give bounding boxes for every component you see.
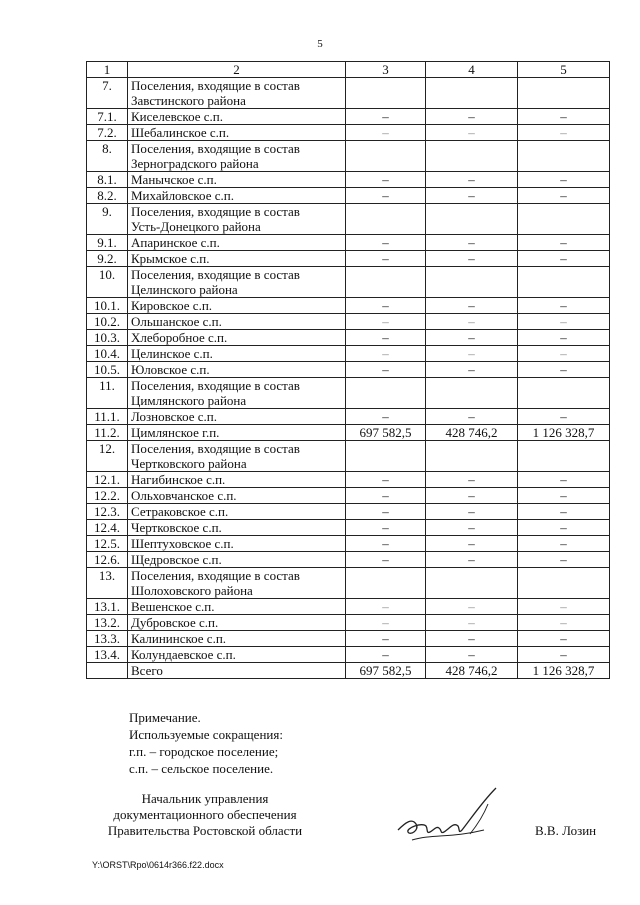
value-cell-c4: – <box>426 125 518 141</box>
value-cell-c3: 697 582,5 <box>346 425 426 441</box>
row-number-cell: 7. <box>87 78 128 109</box>
row-name-line: Поселения, входящие в состав <box>131 267 300 282</box>
table-row <box>87 330 610 346</box>
value-cell-c4: – <box>426 599 518 615</box>
value-cell-c3: – <box>346 235 426 251</box>
table-row <box>87 536 610 552</box>
row-number-cell: 10.4. <box>87 346 128 362</box>
value-cell-c5: – <box>518 552 610 568</box>
value-cell-c4: – <box>426 188 518 204</box>
value-cell-c5 <box>518 141 610 172</box>
value-cell-c3: – <box>346 346 426 362</box>
value-cell-c3: 697 582,5 <box>346 663 426 679</box>
row-number-cell: 12.5. <box>87 536 128 552</box>
value-cell-c3: – <box>346 615 426 631</box>
value-cell-c4: – <box>426 298 518 314</box>
value-cell-c3: – <box>346 504 426 520</box>
row-name-cell: Киселевское с.п. <box>128 109 346 125</box>
table-row <box>87 362 610 378</box>
value-cell-c3: – <box>346 409 426 425</box>
value-cell-c5: – <box>518 536 610 552</box>
row-name-cell <box>128 568 346 599</box>
row-number-cell: 9.1. <box>87 235 128 251</box>
value-cell-c4: – <box>426 488 518 504</box>
value-cell-c4: – <box>426 314 518 330</box>
value-cell-c5: – <box>518 504 610 520</box>
row-name-cell: Колундаевское с.п. <box>128 647 346 663</box>
table-row <box>87 109 610 125</box>
value-cell-c5 <box>518 78 610 109</box>
value-cell-c3: – <box>346 647 426 663</box>
row-name-cell: Ольховчанское с.п. <box>128 488 346 504</box>
value-cell-c5: – <box>518 409 610 425</box>
table-row <box>87 504 610 520</box>
value-cell-c5: – <box>518 647 610 663</box>
row-name-cell <box>128 78 346 109</box>
table-row <box>87 251 610 267</box>
row-number-cell: 13.3. <box>87 631 128 647</box>
row-name-cell <box>128 378 346 409</box>
row-name-cell: Щедровское с.п. <box>128 552 346 568</box>
note-block <box>129 709 283 777</box>
value-cell-c5: – <box>518 172 610 188</box>
row-name-line: Зерноградского района <box>131 156 259 171</box>
row-name-cell: Всего <box>128 663 346 679</box>
value-cell-c5: – <box>518 488 610 504</box>
row-number-cell: 12.3. <box>87 504 128 520</box>
value-cell-c4 <box>426 441 518 472</box>
row-name-line: Целинского района <box>131 282 238 297</box>
value-cell-c4: – <box>426 172 518 188</box>
row-name-cell: Лозновское с.п. <box>128 409 346 425</box>
value-cell-c5: – <box>518 314 610 330</box>
value-cell-c5: – <box>518 109 610 125</box>
value-cell-c3: – <box>346 472 426 488</box>
row-name-cell: Манычское с.п. <box>128 172 346 188</box>
row-name-cell: Кировское с.п. <box>128 298 346 314</box>
row-number-cell <box>87 663 128 679</box>
value-cell-c5 <box>518 568 610 599</box>
row-name-cell: Хлеборобное с.п. <box>128 330 346 346</box>
value-cell-c4: – <box>426 251 518 267</box>
row-name-cell: Вешенское с.п. <box>128 599 346 615</box>
table-row <box>87 520 610 536</box>
row-name-cell: Юловское с.п. <box>128 362 346 378</box>
row-name-line: Поселения, входящие в состав <box>131 78 300 93</box>
row-name-cell: Крымское с.п. <box>128 251 346 267</box>
row-number-cell: 8.2. <box>87 188 128 204</box>
value-cell-c5: – <box>518 298 610 314</box>
signatory-name: В.В. Лозин <box>535 823 597 838</box>
value-cell-c3: – <box>346 125 426 141</box>
value-cell-c3 <box>346 78 426 109</box>
row-name-line: Поселения, входящие в состав <box>131 568 300 583</box>
value-cell-c3: – <box>346 172 426 188</box>
value-cell-c5: – <box>518 631 610 647</box>
row-name-cell <box>128 267 346 298</box>
row-name-cell: Калининское с.п. <box>128 631 346 647</box>
row-name-cell: Целинское с.п. <box>128 346 346 362</box>
table-group-row <box>87 441 610 472</box>
value-cell-c3 <box>346 441 426 472</box>
row-number-cell: 10.2. <box>87 314 128 330</box>
value-cell-c4: – <box>426 504 518 520</box>
value-cell-c4: – <box>426 235 518 251</box>
row-number-cell: 11.2. <box>87 425 128 441</box>
table-group-row <box>87 378 610 409</box>
row-number-cell: 10.1. <box>87 298 128 314</box>
table-row <box>87 488 610 504</box>
value-cell-c5 <box>518 378 610 409</box>
table-group-row <box>87 141 610 172</box>
value-cell-c5: – <box>518 188 610 204</box>
row-name-cell: Нагибинское с.п. <box>128 472 346 488</box>
row-number-cell: 9. <box>87 204 128 235</box>
table-row <box>87 235 610 251</box>
row-name-line: Усть-Донецкого района <box>131 219 261 234</box>
row-number-cell: 10. <box>87 267 128 298</box>
table-row <box>87 631 610 647</box>
row-name-line: Шолоховского района <box>131 583 253 598</box>
header-cell: 2 <box>128 62 346 78</box>
value-cell-c3: – <box>346 552 426 568</box>
table-group-row <box>87 78 610 109</box>
value-cell-c5: – <box>518 520 610 536</box>
value-cell-c5: – <box>518 362 610 378</box>
row-name-line: Цимлянского района <box>131 393 247 408</box>
table-body <box>87 62 610 679</box>
value-cell-c3: – <box>346 298 426 314</box>
value-cell-c4 <box>426 267 518 298</box>
value-cell-c4: – <box>426 552 518 568</box>
header-cell: 4 <box>426 62 518 78</box>
row-name-cell: Шебалинское с.п. <box>128 125 346 141</box>
table-row <box>87 615 610 631</box>
table-header-row <box>87 62 610 78</box>
table-row <box>87 125 610 141</box>
value-cell-c4 <box>426 378 518 409</box>
value-cell-c3 <box>346 204 426 235</box>
row-name-cell: Цимлянское г.п. <box>128 425 346 441</box>
header-cell: 1 <box>87 62 128 78</box>
row-name-line: Завстинского района <box>131 93 246 108</box>
value-cell-c5: 1 126 328,7 <box>518 663 610 679</box>
value-cell-c4: – <box>426 330 518 346</box>
value-cell-c3 <box>346 378 426 409</box>
row-number-cell: 11. <box>87 378 128 409</box>
row-number-cell: 12.4. <box>87 520 128 536</box>
row-number-cell: 8. <box>87 141 128 172</box>
header-cell: 5 <box>518 62 610 78</box>
signatory-title-line: Начальник управления <box>141 791 269 806</box>
row-number-cell: 10.5. <box>87 362 128 378</box>
value-cell-c5 <box>518 441 610 472</box>
note-line: г.п. – городское поселение; <box>129 744 279 759</box>
data-table <box>86 61 610 679</box>
value-cell-c4 <box>426 204 518 235</box>
value-cell-c5: – <box>518 615 610 631</box>
handwritten-signature <box>392 782 510 850</box>
table-group-row <box>87 204 610 235</box>
row-name-cell: Сетраковское с.п. <box>128 504 346 520</box>
value-cell-c5: – <box>518 251 610 267</box>
row-name-cell: Дубровское с.п. <box>128 615 346 631</box>
row-name-cell <box>128 204 346 235</box>
value-cell-c5: – <box>518 346 610 362</box>
value-cell-c5: – <box>518 330 610 346</box>
value-cell-c5: – <box>518 599 610 615</box>
row-name-line: Поселения, входящие в состав <box>131 141 300 156</box>
page-number: 5 <box>317 38 323 50</box>
row-number-cell: 7.2. <box>87 125 128 141</box>
row-number-cell: 12.6. <box>87 552 128 568</box>
file-path-footer: Y:\ORST\Rpo\0614r366.f22.docx <box>92 860 224 870</box>
row-number-cell: 12. <box>87 441 128 472</box>
value-cell-c3: – <box>346 188 426 204</box>
row-number-cell: 9.2. <box>87 251 128 267</box>
table-row <box>87 188 610 204</box>
table-row <box>87 425 610 441</box>
value-cell-c4: – <box>426 109 518 125</box>
table-row <box>87 314 610 330</box>
row-number-cell: 11.1. <box>87 409 128 425</box>
signatory-title-line: документационного обеспечения <box>113 807 297 822</box>
table-group-row <box>87 568 610 599</box>
value-cell-c3 <box>346 267 426 298</box>
value-cell-c3: – <box>346 109 426 125</box>
value-cell-c4: – <box>426 615 518 631</box>
row-number-cell: 13. <box>87 568 128 599</box>
row-name-cell <box>128 441 346 472</box>
row-number-cell: 13.4. <box>87 647 128 663</box>
value-cell-c3: – <box>346 362 426 378</box>
value-cell-c4: – <box>426 520 518 536</box>
value-cell-c4: – <box>426 631 518 647</box>
row-number-cell: 8.1. <box>87 172 128 188</box>
table-row <box>87 298 610 314</box>
value-cell-c4: – <box>426 647 518 663</box>
note-line: Используемые сокращения: <box>129 727 283 742</box>
value-cell-c4: 428 746,2 <box>426 663 518 679</box>
value-cell-c5: – <box>518 235 610 251</box>
value-cell-c4: 428 746,2 <box>426 425 518 441</box>
value-cell-c4 <box>426 568 518 599</box>
signatory-title-line: Правительства Ростовской области <box>107 823 303 838</box>
value-cell-c4 <box>426 141 518 172</box>
table-row <box>87 647 610 663</box>
note-title: Примечание. <box>129 710 201 725</box>
value-cell-c4: – <box>426 362 518 378</box>
row-number-cell: 13.1. <box>87 599 128 615</box>
row-number-cell: 7.1. <box>87 109 128 125</box>
row-name-cell: Шептуховское с.п. <box>128 536 346 552</box>
value-cell-c3: – <box>346 520 426 536</box>
table-row <box>87 409 610 425</box>
table-row <box>87 599 610 615</box>
table-row <box>87 663 610 679</box>
value-cell-c3: – <box>346 599 426 615</box>
value-cell-c5: 1 126 328,7 <box>518 425 610 441</box>
value-cell-c3: – <box>346 314 426 330</box>
row-name-line: Поселения, входящие в состав <box>131 378 300 393</box>
value-cell-c3: – <box>346 251 426 267</box>
row-number-cell: 12.2. <box>87 488 128 504</box>
table-row <box>87 472 610 488</box>
row-name-line: Поселения, входящие в состав <box>131 441 300 456</box>
value-cell-c3: – <box>346 488 426 504</box>
value-cell-c5 <box>518 204 610 235</box>
table-row <box>87 552 610 568</box>
value-cell-c3: – <box>346 536 426 552</box>
row-number-cell: 10.3. <box>87 330 128 346</box>
row-name-cell <box>128 141 346 172</box>
note-line: с.п. – сельское поселение. <box>129 761 274 776</box>
value-cell-c3 <box>346 141 426 172</box>
value-cell-c4: – <box>426 409 518 425</box>
value-cell-c3: – <box>346 631 426 647</box>
value-cell-c5 <box>518 267 610 298</box>
row-name-cell: Апаринское с.п. <box>128 235 346 251</box>
value-cell-c5: – <box>518 472 610 488</box>
table-group-row <box>87 267 610 298</box>
row-name-line: Поселения, входящие в состав <box>131 204 300 219</box>
table-row <box>87 346 610 362</box>
value-cell-c5: – <box>518 125 610 141</box>
row-number-cell: 12.1. <box>87 472 128 488</box>
table-row <box>87 172 610 188</box>
row-name-cell: Чертковское с.п. <box>128 520 346 536</box>
header-cell: 3 <box>346 62 426 78</box>
value-cell-c4: – <box>426 472 518 488</box>
signatory-title <box>90 791 320 839</box>
row-name-cell: Ольшанское с.п. <box>128 314 346 330</box>
value-cell-c4: – <box>426 536 518 552</box>
row-name-cell: Михайловское с.п. <box>128 188 346 204</box>
value-cell-c3 <box>346 568 426 599</box>
value-cell-c4: – <box>426 346 518 362</box>
row-number-cell: 13.2. <box>87 615 128 631</box>
value-cell-c3: – <box>346 330 426 346</box>
value-cell-c4 <box>426 78 518 109</box>
row-name-line: Чертковского района <box>131 456 247 471</box>
